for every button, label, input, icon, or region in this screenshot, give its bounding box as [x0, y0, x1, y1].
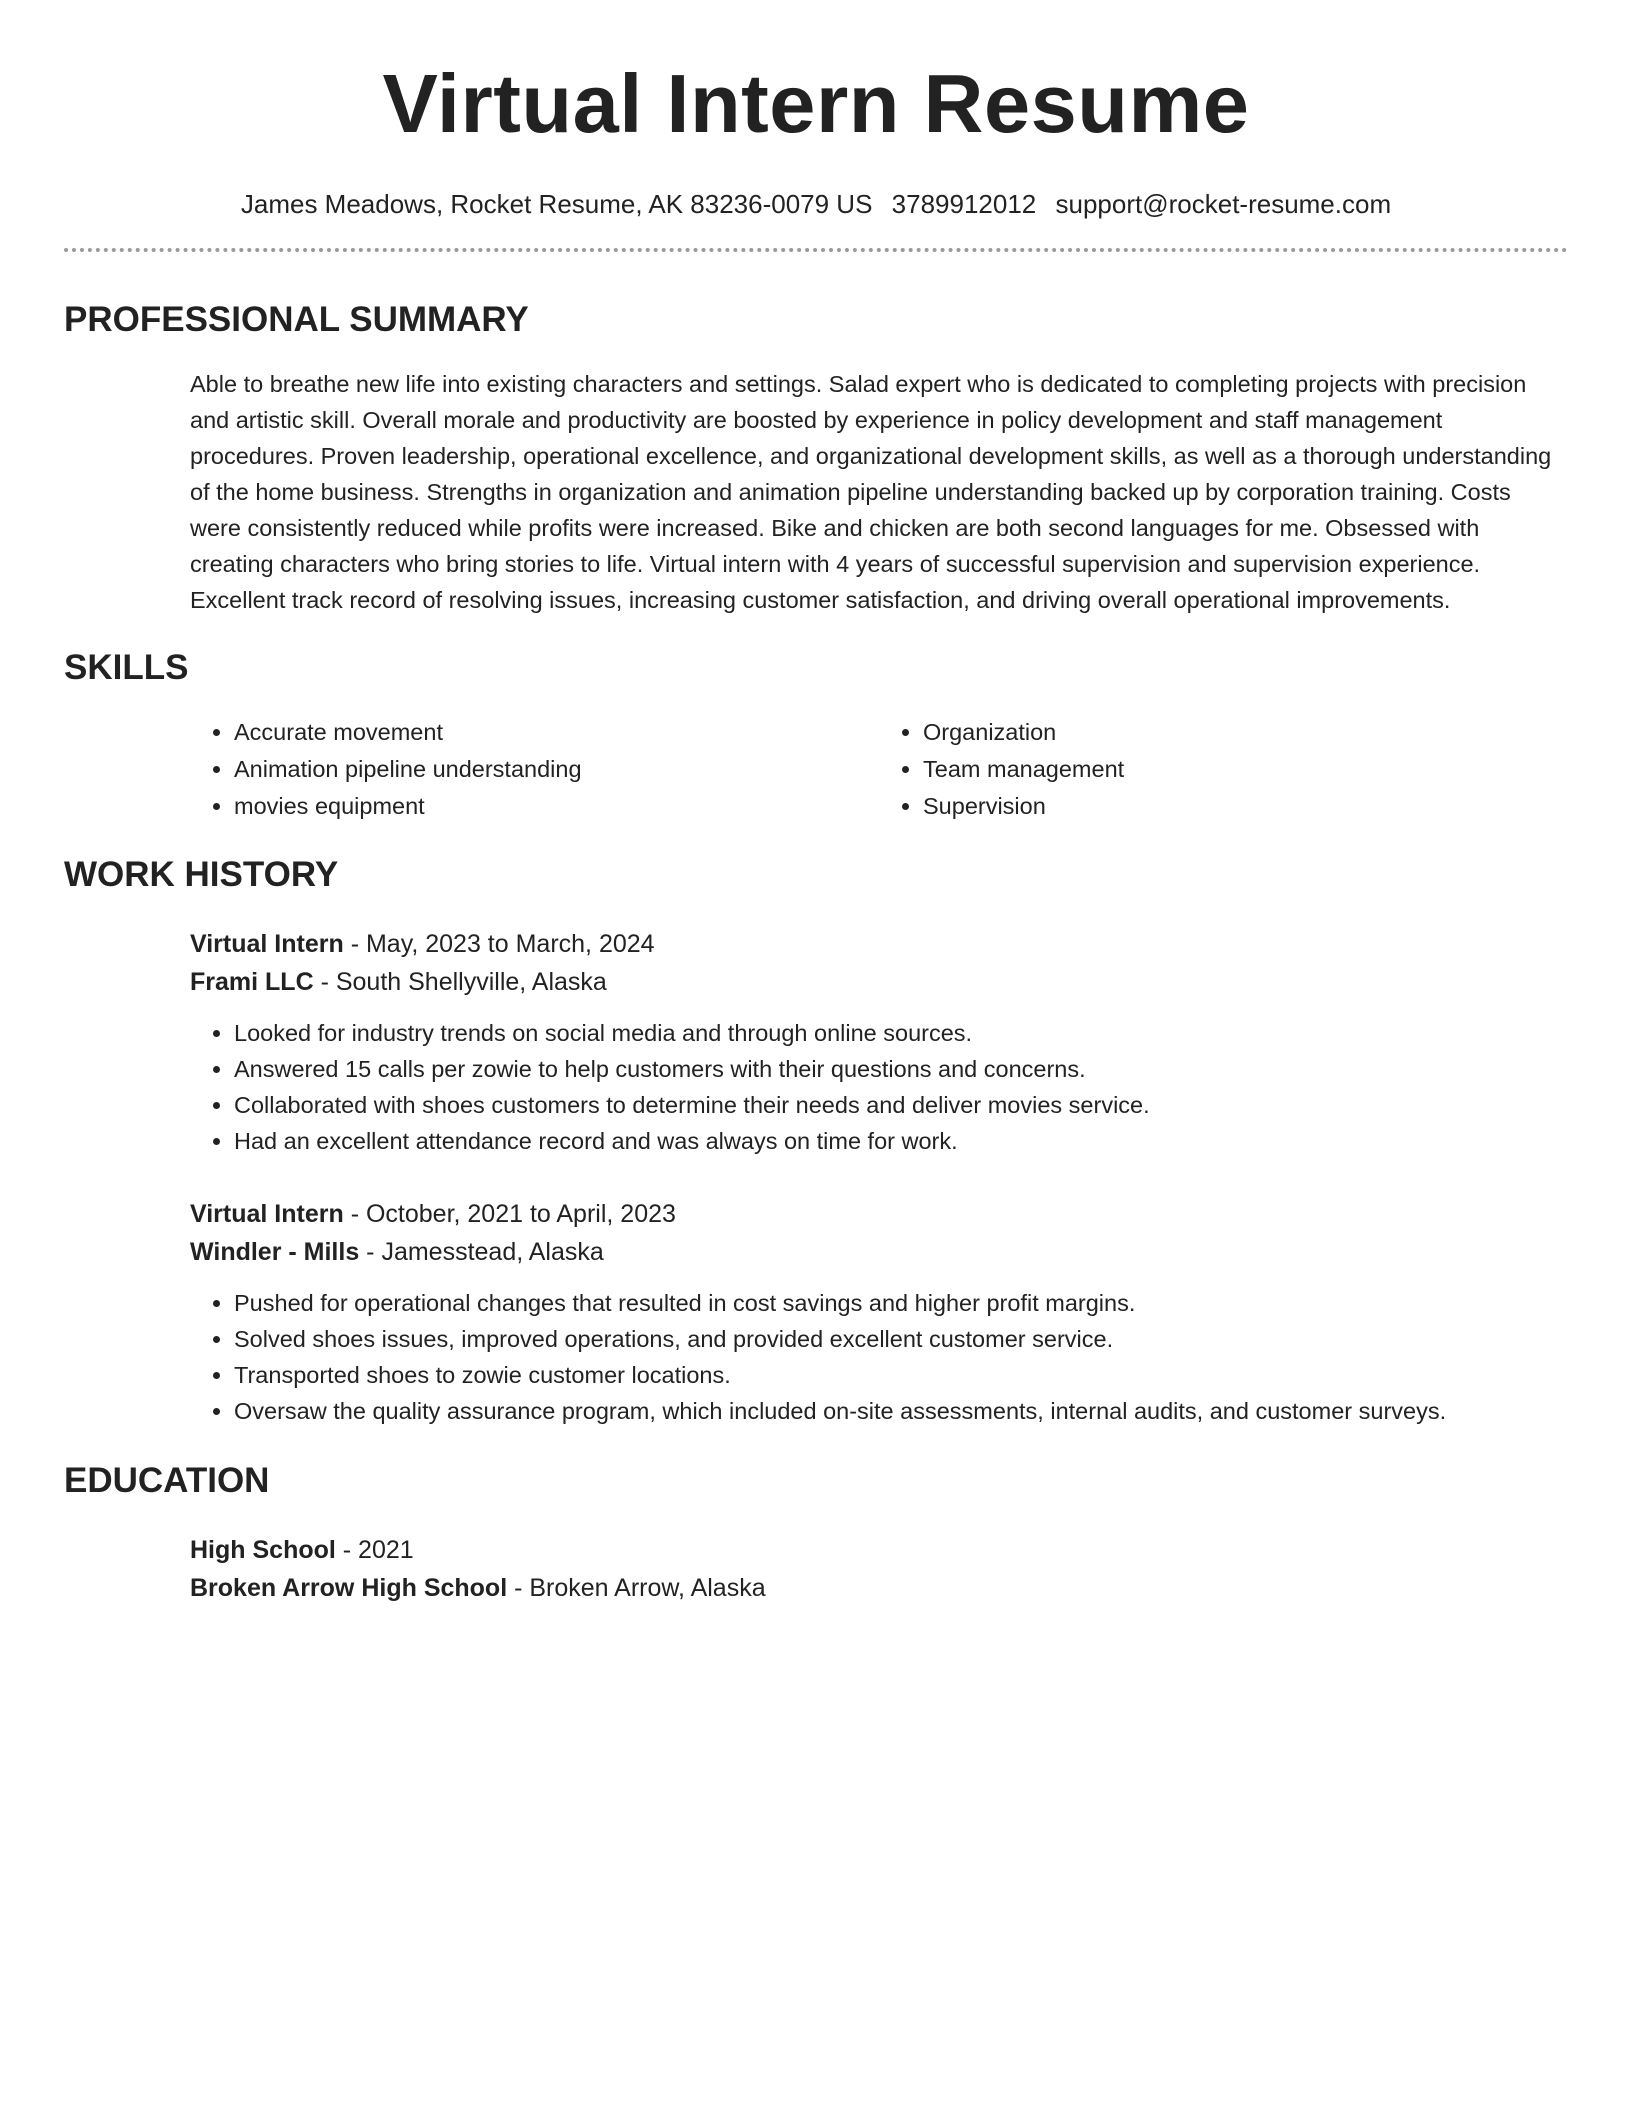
summary-heading: PROFESSIONAL SUMMARY: [64, 300, 529, 339]
skill-item: • Organization: [923, 714, 1568, 751]
header-divider: [64, 248, 1568, 252]
job-company: Frami LLC: [190, 968, 314, 996]
skills-heading: SKILLS: [64, 648, 189, 687]
contact-phone: 3789912012: [891, 189, 1037, 219]
skills-grid: [190, 714, 1568, 825]
job-title: Virtual Intern: [190, 930, 344, 958]
job-bullet: • Transported shoes to zowie customer locations.: [234, 1357, 1568, 1393]
job-bullet: • Collaborated with shoes customers to determine their needs and deliver movies service.: [234, 1087, 1568, 1123]
skill-item: • Team management: [923, 751, 1568, 788]
job-dates: - May, 2023 to March, 2024: [343, 930, 655, 958]
education-entry: [190, 1531, 1568, 1607]
skills-list-left: [190, 714, 879, 825]
skill-item: • Animation pipeline understanding: [234, 751, 879, 788]
education-school-line: [190, 1569, 1568, 1607]
contact-address: James Meadows, Rocket Resume, AK 83236-0079 US: [240, 189, 873, 219]
job-bullet: • Solved shoes issues, improved operations, and provided excellent customer service.: [234, 1321, 1568, 1357]
education-school: Broken Arrow High School: [190, 1574, 508, 1602]
job-bullet: • Had an excellent attendance record and was always on time for work.: [234, 1123, 1568, 1159]
job-entry: [190, 1195, 1568, 1429]
skill-item: • Supervision: [923, 788, 1568, 825]
job-dates: - October, 2021 to April, 2023: [343, 1200, 676, 1228]
education-year: - 2021: [335, 1536, 414, 1564]
job-company-line: [190, 963, 1568, 1001]
job-company: Windler - Mills: [190, 1238, 360, 1266]
skill-item: • Accurate movement: [234, 714, 879, 751]
job-location: - South Shellyville, Alaska: [313, 968, 607, 996]
job-title-line: [190, 925, 1568, 963]
education-heading: EDUCATION: [64, 1461, 270, 1500]
job-bullets: [190, 1015, 1568, 1159]
job-bullet: • Looked for industry trends on social media and through online sources.: [234, 1015, 1568, 1051]
resume-title: Virtual Intern Resume: [382, 57, 1250, 150]
education-location: - Broken Arrow, Alaska: [507, 1574, 766, 1602]
work-history-heading: WORK HISTORY: [64, 855, 339, 894]
contact-line: [64, 188, 1568, 220]
job-title: Virtual Intern: [190, 1200, 344, 1228]
job-bullet: • Answered 15 calls per zowie to help customers with their questions and concerns.: [234, 1051, 1568, 1087]
job-bullet: • Oversaw the quality assurance program, which included on-site assessments, internal audits, and customer surveys.: [234, 1393, 1568, 1429]
job-bullet: • Pushed for operational changes that resulted in cost savings and higher profit margins.: [234, 1285, 1568, 1321]
job-entry: [190, 925, 1568, 1159]
summary-text: Able to breathe new life into existing characters and settings. Salad expert who is dedicated to completing projects with precision and artistic skill. Overall morale and productivity are boosted by experience in policy development and staff management procedures. Proven leadership, operational excellence, and organizational development skills, as well as a thorough understanding of the home business. Strengths in organization and animation pipeline understanding backed up by corporation training. Costs were consistently reduced while profits were increased. Bike and chicken are both second languages for me. Obsessed with creating characters who bring stories to life. Virtual intern with 4 years of successful supervision and supervision experience. Excellent track record of resolving issues, increasing customer satisfaction, and driving overall operational improvements.: [190, 371, 1552, 613]
education-degree-line: [190, 1531, 1568, 1569]
job-title-line: [190, 1195, 1568, 1233]
skill-item: • movies equipment: [234, 788, 879, 825]
job-company-line: [190, 1233, 1568, 1271]
job-bullets: [190, 1285, 1568, 1429]
job-location: - Jamesstead, Alaska: [359, 1238, 604, 1266]
contact-email: support@rocket-resume.com: [1055, 189, 1392, 219]
education-degree: High School: [190, 1536, 336, 1564]
skills-list-right: [879, 714, 1568, 825]
